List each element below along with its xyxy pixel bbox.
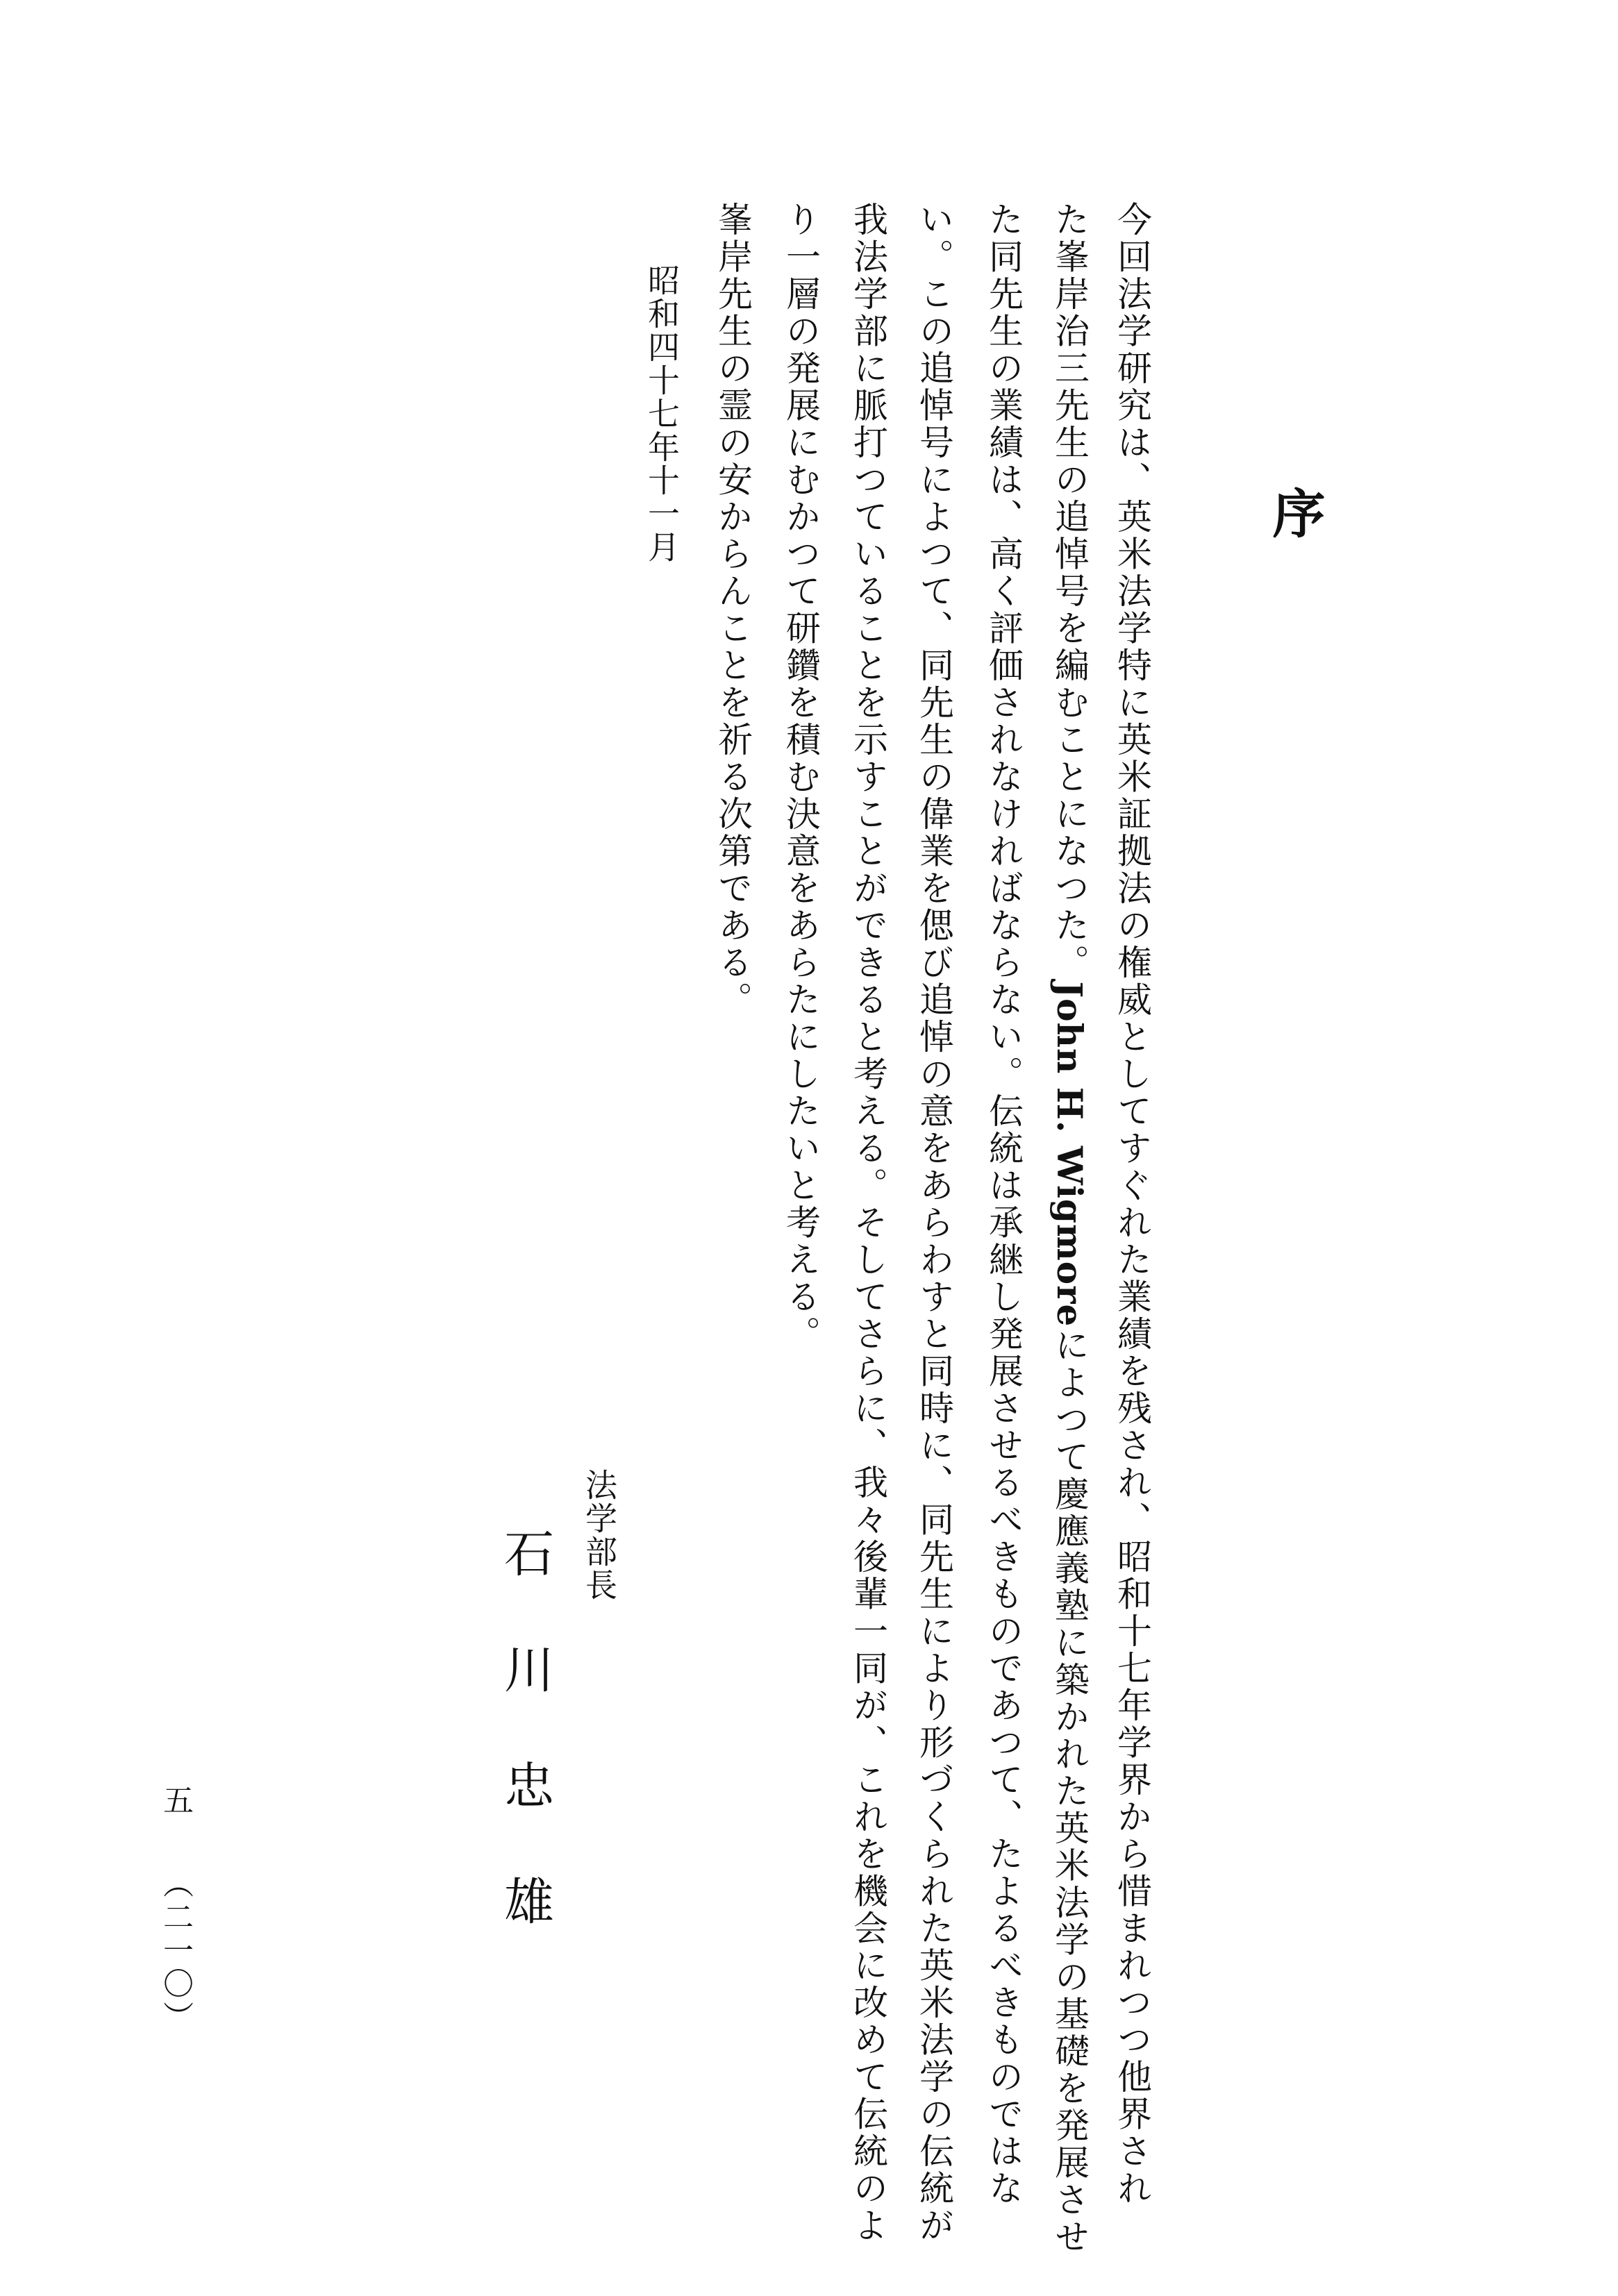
body-column-6	[781, 201, 821, 1353]
body-column-2	[1049, 201, 1090, 2256]
body-column-3	[983, 201, 1024, 2207]
body-column-5	[848, 201, 888, 2245]
body-text: い。この追悼号によつて、同先生の偉業を偲び追悼の意をあらわすと同時に、同先生により形づくられた英米法学の伝統が	[914, 201, 954, 2245]
signature-name: 石川忠雄	[496, 1527, 554, 1991]
body-text: り一層の発展にむかつて研鑽を積む決意をあらたにしたいと考える。	[781, 201, 821, 1353]
body-text: 我法学部に脈打つていることを示すことができると考える。そしてさらに、我々後輩一同が、これを機会に改めて伝統のよ	[848, 201, 888, 2245]
body-text: 今回法学研究は、英米法学特に英米証拠法の権威としてすぐれた業績を残され、昭和十七年学界から惜まれつつ他界され	[1112, 201, 1152, 2207]
body-column-4	[914, 201, 954, 2245]
body-text: によつて慶應義塾に築かれた英米法学の基礎を発展させ	[1049, 1327, 1090, 2256]
page-title: 序	[1264, 486, 1326, 539]
latin-name: John H. Wigmore	[1049, 981, 1090, 1327]
body-text: た同先生の業績は、高く評価されなければならない。伝統は承継し発展させるべきものであつて、たよるべきものではな	[983, 201, 1024, 2207]
body-column-7	[712, 201, 753, 1019]
body-text: 峯岸先生の霊の安からんことを祈る次第である。	[712, 201, 753, 1019]
body-column-1	[1112, 201, 1152, 2207]
body-text: た峯岸治三先生の追悼号を編むことになつた。	[1049, 201, 1090, 982]
signature-title: 法学部長	[581, 1468, 618, 1602]
page-sequence: （二一〇）	[158, 1868, 193, 2034]
date: 昭和四十七年十一月	[643, 264, 681, 564]
page-number: 五	[158, 1784, 193, 1815]
